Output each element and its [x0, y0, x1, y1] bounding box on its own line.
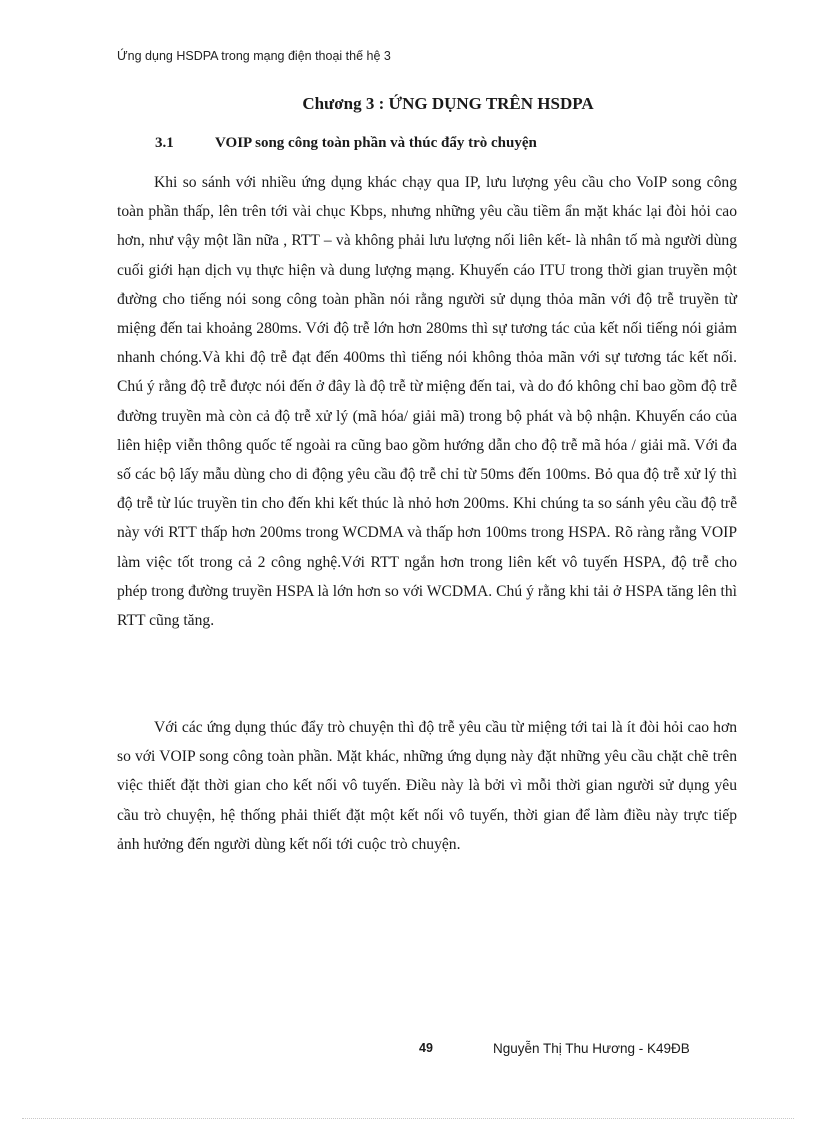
page-number: 49	[419, 1041, 433, 1055]
chapter-title-text: Chương 3 : ỨNG DỤNG TRÊN HSDPA	[302, 94, 594, 113]
body-paragraph: Khi so sánh với nhiều ứng dụng khác chạy qua IP, lưu lượng yêu cầu cho VoIP song công toàn phần thấp, lên trên tới vài chục Kbps, nhưng những yêu cầu tiềm ẩn mặt khác lại đòi hỏi cao hơn, như vậy một lần nữa , RTT – và không phải lưu lượng nối liên kết- là nhân tố mà người dùng cuối giới hạn dịch vụ thực hiện và dung lượng mạng. Khuyến cáo ITU trong thời gian truyền một đường cho tiếng nói song công toàn phần nói rằng người sử dụng thỏa mãn với độ trễ truyền từ miệng đến tai khoảng 280ms. Với độ trễ lớn hơn 280ms thì sự tương tác của kết nối tiếng nói giảm nhanh chóng.Và khi độ trễ đạt đến 400ms thì tiếng nói không thỏa mãn với sự tương tác kết nối. Chú ý rằng độ trễ được nói đến ở đây là độ trễ từ miệng đến tai, và do đó không chỉ bao gồm độ trễ đường truyền mà còn cả độ trễ xử lý (mã hóa/ giải mã) trong bộ phát và bộ nhận. Khuyến cáo của liên hiệp viễn thông quốc tế ngoài ra cũng bao gồm hướng dẫn cho độ trễ mã hóa / giải mã. Với đa số các bộ lấy mẫu dùng cho di động yêu cầu độ trễ chỉ từ 50ms đến 100ms. Bỏ qua độ trễ xử lý thì độ trễ từ lúc truyền tin cho đến khi kết thúc là nhỏ hơn 200ms. Khi chúng ta so sánh yêu cầu độ trễ này với RTT thấp hơn 200ms trong WCDMA và thấp hơn 100ms trong HSPA. Rõ ràng rằng VOIP làm việc tốt trong cả 2 công nghệ.Với RTT ngắn hơn trong liên kết vô tuyến HSPA, độ trễ cho phép trong đường truyền HSPA là lớn hơn so với WCDMA. Chú ý rằng khi tải ở HSPA tăng lên thì RTT cũng tăng.	[117, 174, 737, 630]
body-paragraph-2-block	[117, 713, 737, 859]
chapter-title	[0, 94, 816, 114]
section-title: VOIP song công toàn phần và thúc đẩy trò chuyện	[215, 135, 537, 151]
body-paragraph: Với các ứng dụng thúc đẩy trò chuyện thì độ trễ yêu cầu từ miệng tới tai là ít đòi hỏi cao hơn so với VOIP song công toàn phần. Mặt khác, những ứng dụng này đặt những yêu cầu chặt chẽ trên việc thiết đặt thời gian cho kết nối vô tuyến. Điều này là bởi vì mỗi thời gian người sử dụng yêu cầu trò chuyện, hệ thống phải thiết đặt một kết nối vô tuyến, thời gian để làm điều này trực tiếp ảnh hưởng đến người dùng kết nối tới cuộc trò chuyện.	[117, 719, 737, 853]
section-number: 3.1	[155, 135, 174, 151]
footer-author: Nguyễn Thị Thu Hương - K49ĐB	[493, 1041, 690, 1056]
running-header: Ứng dụng HSDPA trong mạng điện thoại thế hệ 3	[117, 49, 391, 63]
page-bottom-border	[22, 1118, 794, 1119]
section-heading	[155, 135, 537, 152]
body-paragraph-1-block	[117, 168, 737, 635]
